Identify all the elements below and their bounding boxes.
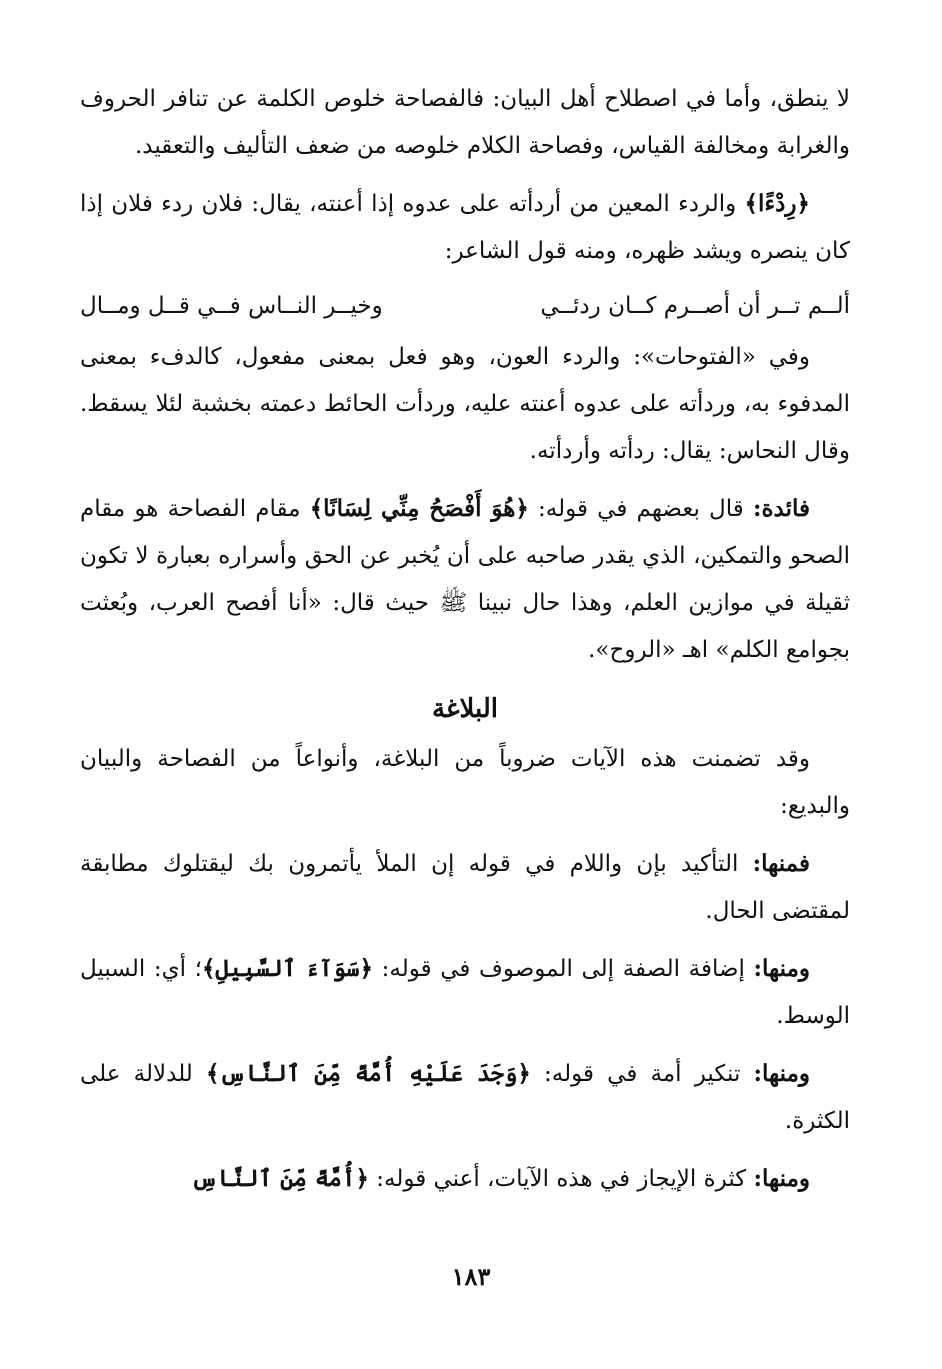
paragraph-8 (80, 1050, 850, 1145)
paragraph-7-lead: ومنها: (753, 955, 810, 982)
paragraph-8-lead: ومنها: (753, 1060, 810, 1087)
paragraph-6-lead: فمنها: (752, 850, 810, 877)
paragraph-7 (80, 945, 850, 1040)
paragraph-9 (80, 1155, 850, 1203)
page-body (80, 76, 850, 1316)
paragraph-4-lead: فائدة: (752, 495, 810, 522)
paragraph-1 (80, 76, 850, 170)
paragraph-1-text: لا ينطق، وأما في اصطلاح أهل البيان: فالفصاحة خلوص الكلمة عن تنافر الحروف والغرابة ومخالفة القياس، وفصاحة الكلام خلوصه من ضعف التأليف والتعقيد. (80, 86, 850, 159)
page-number: ١٨٣ (451, 1262, 491, 1291)
verse-first-hemistich: ألــم تــر أن أصــرم كــان ردئــي (540, 293, 850, 319)
poetry-verse (80, 283, 850, 330)
paragraph-5 (80, 736, 850, 830)
paragraph-8-before: تنكير أمة في قوله: (530, 1061, 754, 1087)
paragraph-3-text: وفي «الفتوحات»: والردء العون، وهو فعل بمعنى مفعول، كالدفء بمعنى المدفوء به، وردأته على عدوه أعنته عليه، وردأت الحائط دعمته بخشبة لئلا يسقط. وقال النحاس: يقال: ردأته وأردأته. (80, 344, 850, 464)
paragraph-4-before: قال بعضهم في قوله: (528, 496, 753, 522)
paragraph-2-text: والردء المعين من أردأته على عدوه إذا أعنته، يقال: فلان ردء فلان إذا كان ينصره ويشد ظهره، ومنه قول الشاعر: (80, 191, 850, 264)
paragraph-9-lead: ومنها: (753, 1165, 810, 1192)
quran-quote-afsah: ﴿هُوَ أَفْصَحُ مِنِّي لِسَانًا﴾ (309, 495, 529, 522)
paragraph-6 (80, 840, 850, 935)
paragraph-4-after: مقام الفصاحة هو مقام الصحو والتمكين، الذي يقدر صاحبه على أن يُخبر عن الحق وأسراره بعبارة لا تكون ثقيلة في موازين العلم، وهذا حال نبينا ﷺ حيث قال: «أنا أفصح العرب، وبُعثت بجوامع الكلم» اهـ «الروح». (80, 496, 850, 663)
paragraph-4 (80, 485, 850, 674)
paragraph-8-after: للدلالة على الكثرة. (80, 1061, 850, 1134)
paragraph-2 (80, 180, 850, 275)
paragraph-9-before: كثرة الإيجاز في هذه الآيات، أعني قوله: (368, 1166, 754, 1192)
paragraph-5-text: وقد تضمنت هذه الآيات ضروباً من البلاغة، وأنواعاً من الفصاحة والبيان والبديع: (80, 746, 850, 819)
quran-quote-rid: ﴿رِدْءًا﴾ (744, 190, 810, 217)
quran-quote-umma-2: ﴿أُمَّةً مِّنَ ٱلنَّاسِ (191, 1165, 369, 1192)
verse-second-hemistich: وخيــر النــاس فــي قــل ومــال (80, 293, 383, 319)
quran-quote-umma: ﴿وَجَدَ عَلَيْهِ أُمَّةً مِّنَ ٱلنَّاسِ﴾ (205, 1060, 531, 1087)
paragraph-6-text: التأكيد بإن واللام في قوله إن الملأ يأتمرون بك ليقتلوك مطابقة لمقتضى الحال. (80, 851, 850, 924)
section-heading: البلاغة (431, 694, 499, 724)
paragraph-7-before: إضافة الصفة إلى الموصوف في قوله: (373, 956, 754, 982)
paragraph-7-after: ؛ أي: السبيل الوسط. (80, 956, 850, 1029)
quran-quote-sawa: ﴿سَوَآءَ ٱلسَّبِيلِ﴾ (201, 955, 373, 982)
paragraph-3 (80, 334, 850, 475)
